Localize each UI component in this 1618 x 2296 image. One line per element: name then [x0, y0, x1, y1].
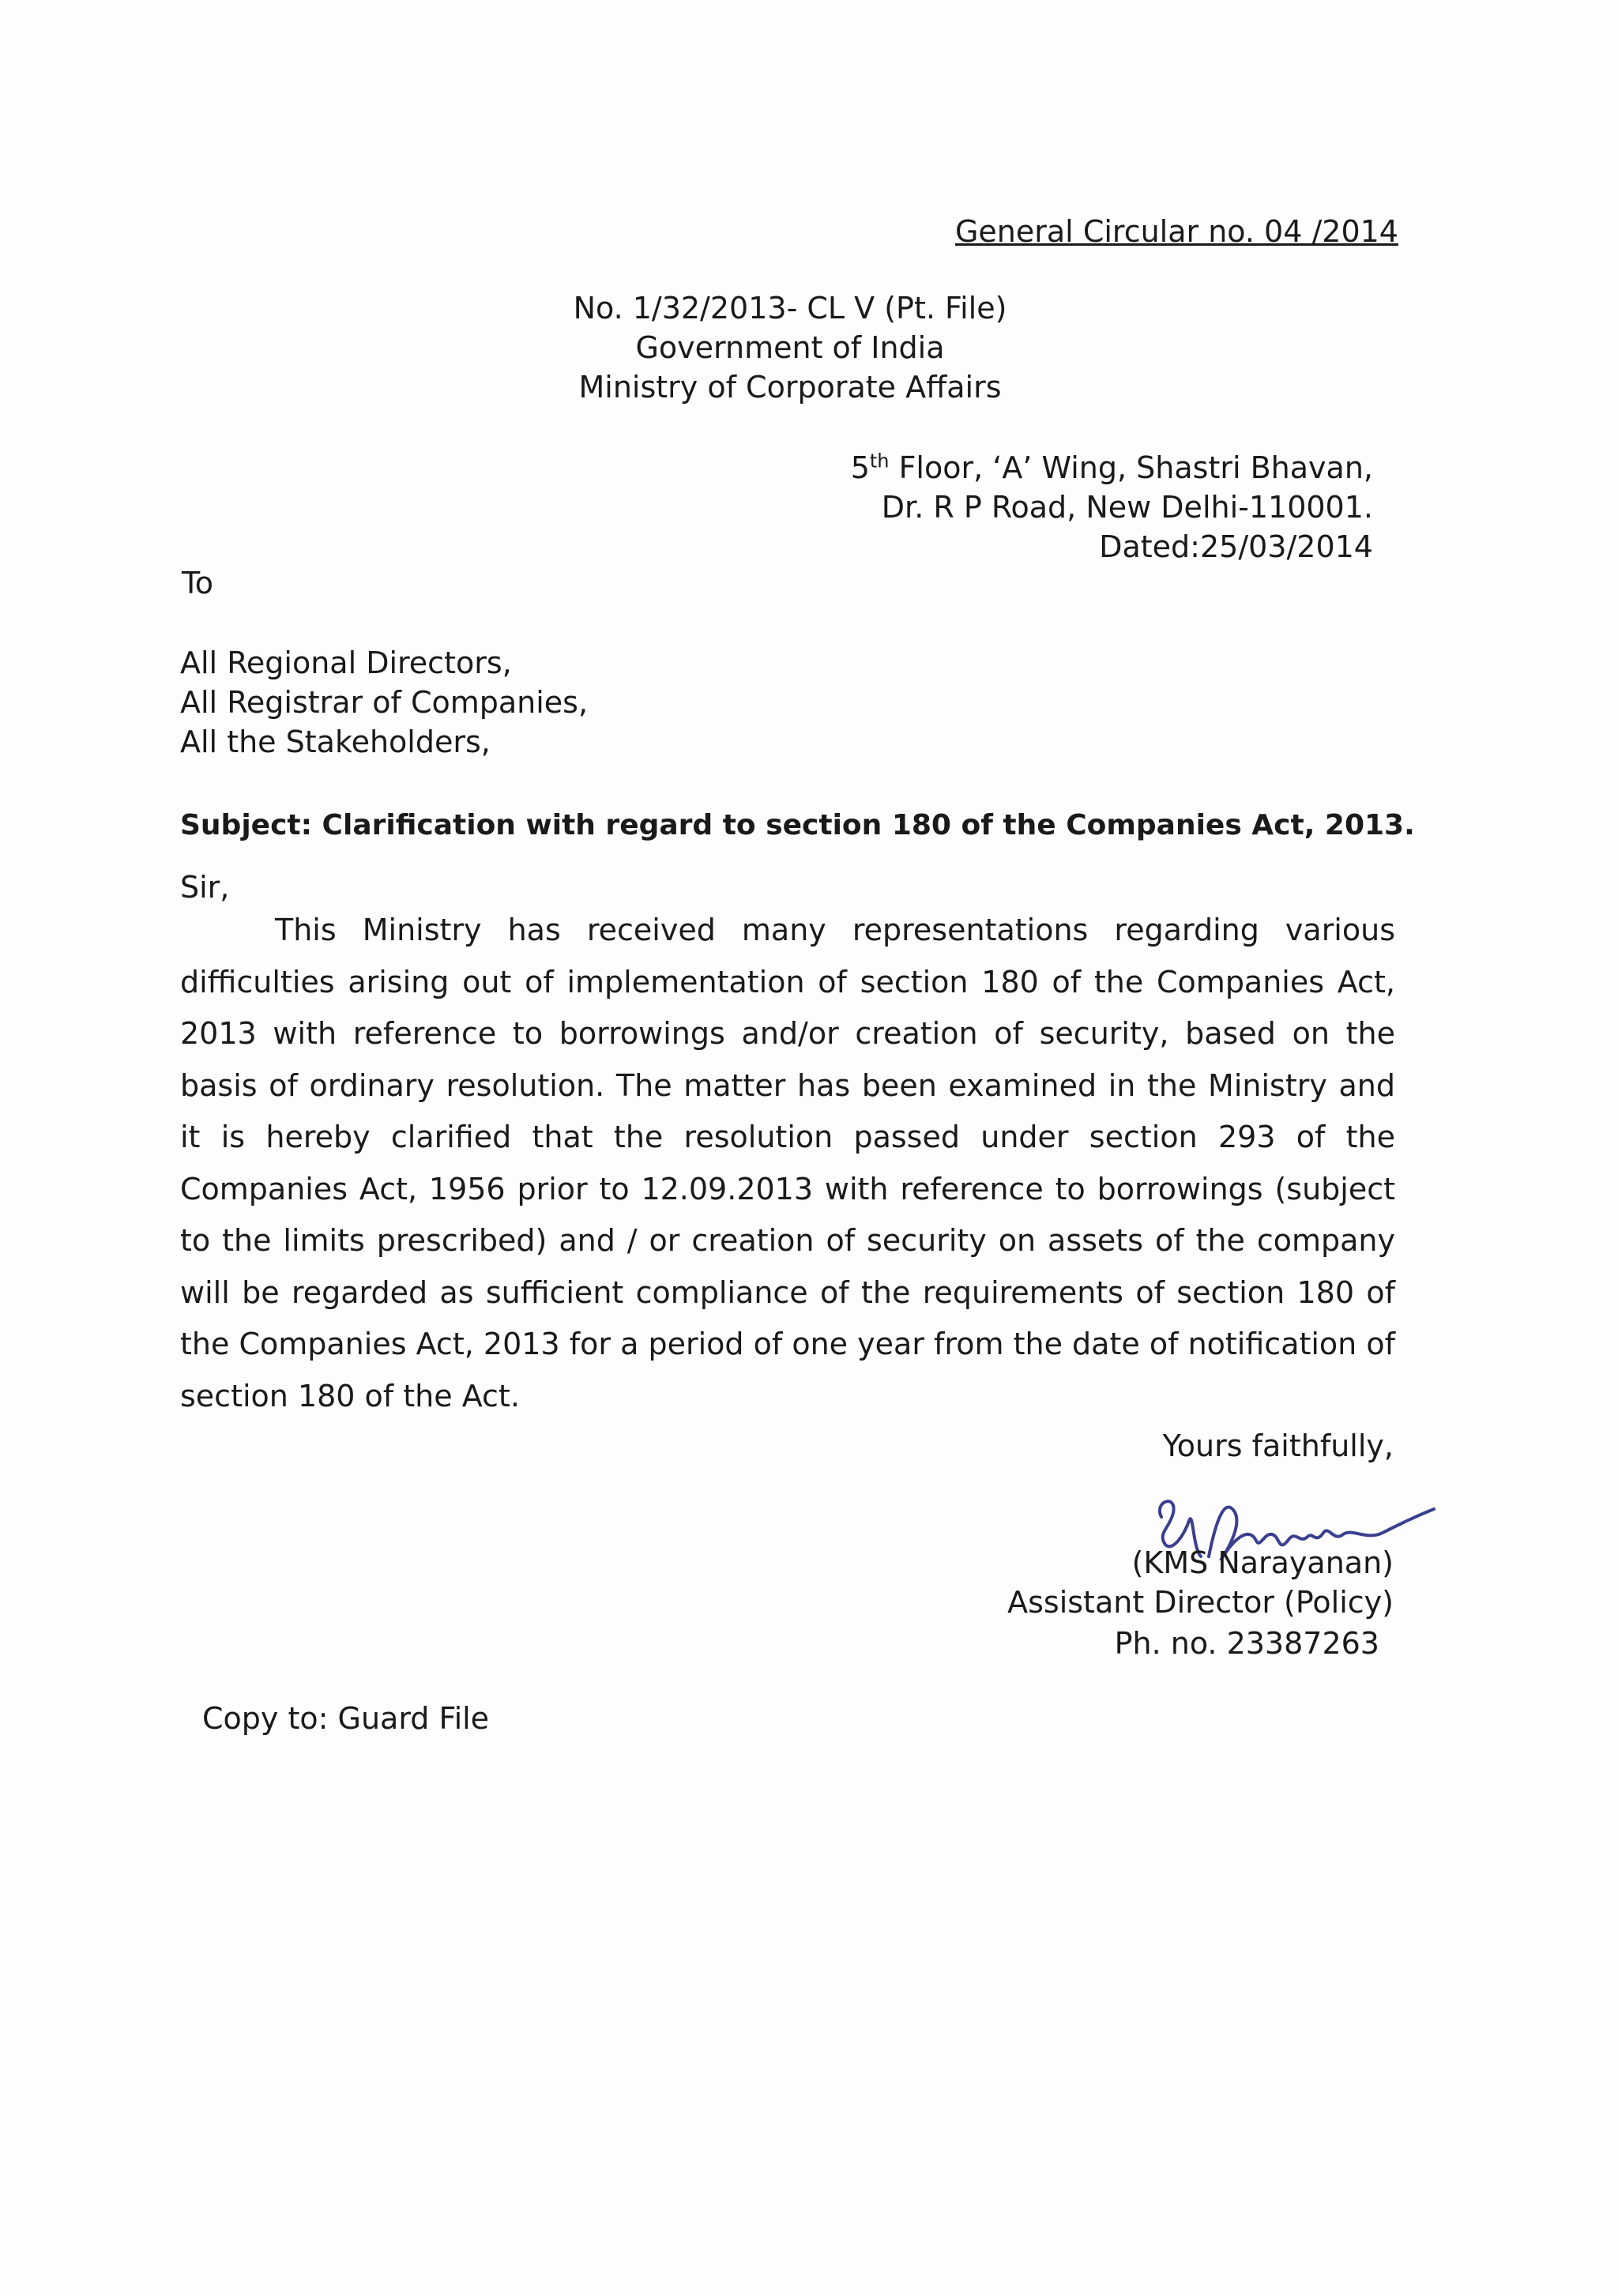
- copy-to: Copy to: Guard File: [202, 1701, 490, 1736]
- signatory-designation: Assistant Director (Policy): [1007, 1585, 1394, 1620]
- address-line-1: [851, 448, 1373, 487]
- to-label: To: [182, 566, 214, 600]
- address-line-1-rest: Floor, ‘A’ Wing, Shastri Bhavan,: [889, 450, 1373, 485]
- file-number: No. 1/32/2013- CL V (Pt. File): [573, 291, 1007, 326]
- subject-line: Subject: Clarification with regard to section 180 of the Companies Act, 2013.: [180, 809, 1415, 841]
- ministry-line: Ministry of Corporate Affairs: [578, 370, 1002, 405]
- signatory-phone: Ph. no. 23387263: [1114, 1626, 1379, 1661]
- body-paragraph: This Ministry has received many representations regarding various difficulties arising out of implementation of section 180 of the Companies Act, 2013 with reference to borrowings and/or creation of security, based on the basis of ordinary resolution. The matter has been examined in the Ministry and it is hereby clarified that the resolution passed under section 293 of the Companies Act, 1956 prior to 12.09.2013 with reference to borrowings (subject to the limits prescribed) and / or creation of security on assets of the company will be regarded as sufficient compliance of the requirements of section 180 of the Companies Act, 2013 for a period of one year from the date of notification of section 180 of the Act.: [180, 913, 1395, 1413]
- recipient-registrar: All Registrar of Companies,: [180, 685, 589, 720]
- floor-suffix: th: [869, 450, 890, 472]
- salutation: Sir,: [180, 870, 230, 905]
- recipient-stakeholders: All the Stakeholders,: [180, 725, 491, 759]
- circular-number: General Circular no. 04 /2014: [954, 214, 1398, 249]
- signatory-name: (KMS Narayanan): [1131, 1545, 1394, 1580]
- government-line: Government of India: [635, 330, 945, 365]
- recipient-regional-directors: All Regional Directors,: [180, 646, 512, 680]
- floor-number: 5: [850, 450, 870, 485]
- date-line: Dated:25/03/2014: [1099, 529, 1373, 564]
- valediction: Yours faithfully,: [1162, 1428, 1394, 1463]
- address-line-2: Dr. R P Road, New Delhi-110001.: [881, 490, 1373, 525]
